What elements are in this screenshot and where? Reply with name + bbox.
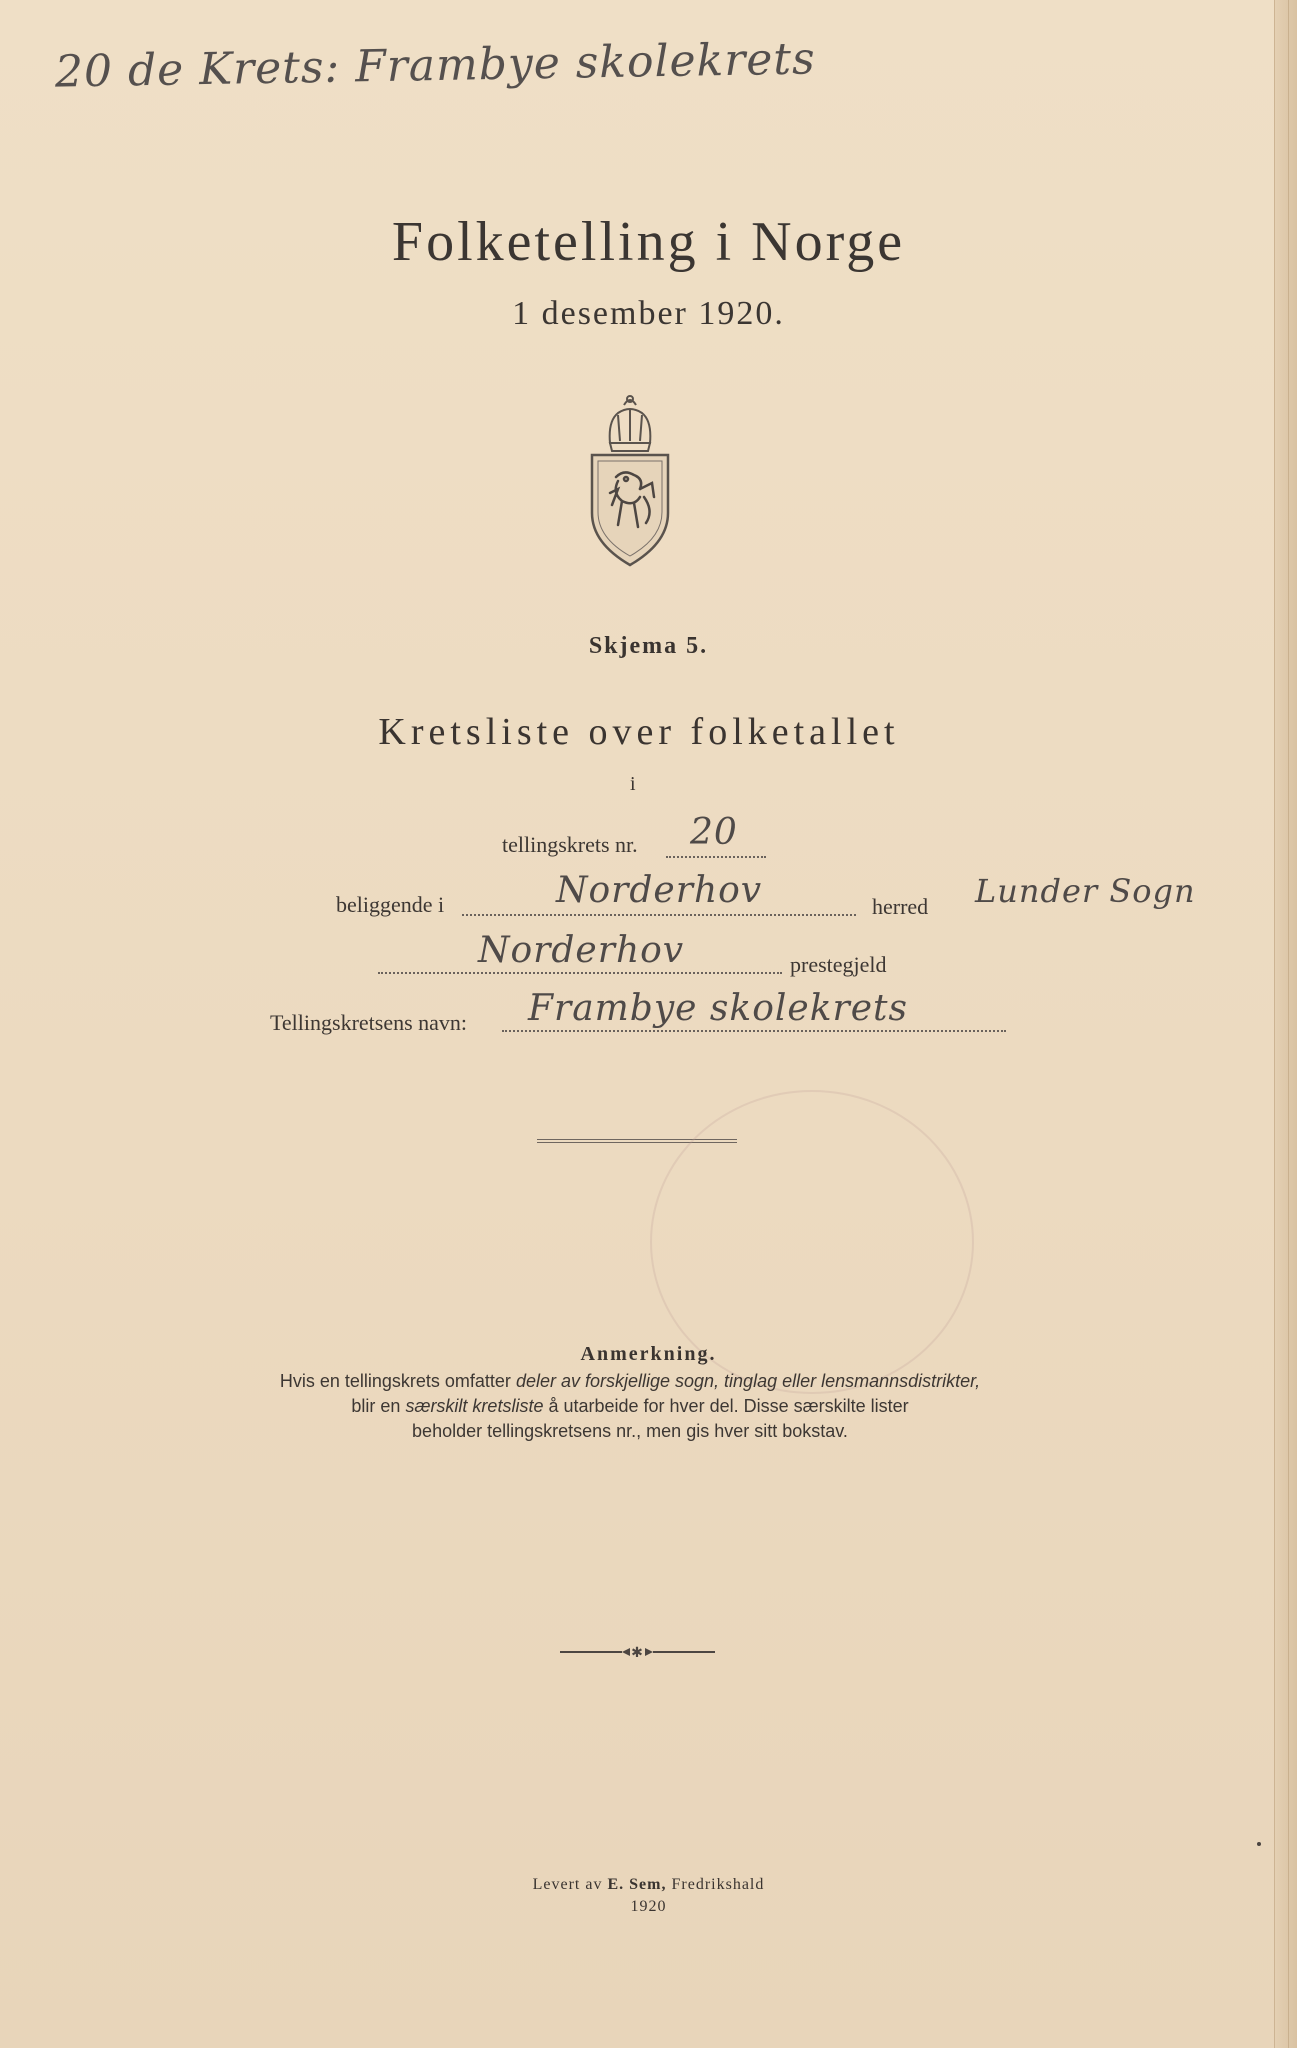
note-line1-a: Hvis en tellingskrets omfatter [279,1371,511,1391]
document-title: Folketelling i Norge [391,211,906,273]
printer-imprint [0,1874,1297,1918]
tellingskrets-number-field[interactable]: 20 [690,812,738,853]
tellingskrets-label: tellingskrets nr. [502,832,638,857]
svg-text:✱: ✱ [631,1645,643,1660]
kretsnavn-field[interactable]: Frambye skolekrets [528,988,908,1029]
note-line3: beholder tellingskretsens nr., men gis hver sitt bokstav. [412,1421,848,1441]
tellingskrets-dotted-line [666,856,766,858]
herred-field[interactable]: Lunder Sogn [975,872,1196,910]
note-line2-a: blir en [351,1396,401,1416]
beliggende-dotted-line [462,914,856,916]
printer-place: Fredrikshald [671,1876,765,1893]
printer-name: E. Sem, [607,1876,667,1893]
ornament-divider-icon [560,1644,715,1660]
note-line2-b: særskilt kretsliste [405,1396,544,1416]
prestegjeld-label: prestegjeld [790,952,887,977]
printer-prefix: Levert av [532,1876,603,1893]
herred-label: herred [872,894,929,919]
prestegjeld-field[interactable]: Norderhov [478,930,685,971]
connector-word: i [630,773,636,795]
document-date: 1 desember 1920. [512,295,785,332]
margin-mark [1257,1842,1261,1846]
note-line1-b: deler av forskjellige sogn, tinglag eller lensmannsdistrikter, [515,1371,981,1391]
handwritten-header: 20 de Krets: Frambye skolekrets [54,33,816,98]
beliggende-field[interactable]: Norderhov [556,870,763,911]
form-heading: Kretsliste over folketallet [378,711,900,753]
printer-year: 1920 [630,1898,667,1915]
beliggende-label: beliggende i [336,892,445,917]
note-title: Anmerkning. [580,1343,717,1365]
coat-of-arms-icon [588,393,672,568]
kretsnavn-label: Tellingskretsens navn: [270,1010,468,1035]
kretsnavn-dotted-line [502,1030,1006,1032]
note-text [150,1369,1110,1444]
note-line2-c: å utarbeide for hver del. Disse særskilte lister [548,1396,909,1416]
prestegjeld-dotted-line [378,972,782,974]
schema-number: Skjema 5. [588,633,709,659]
